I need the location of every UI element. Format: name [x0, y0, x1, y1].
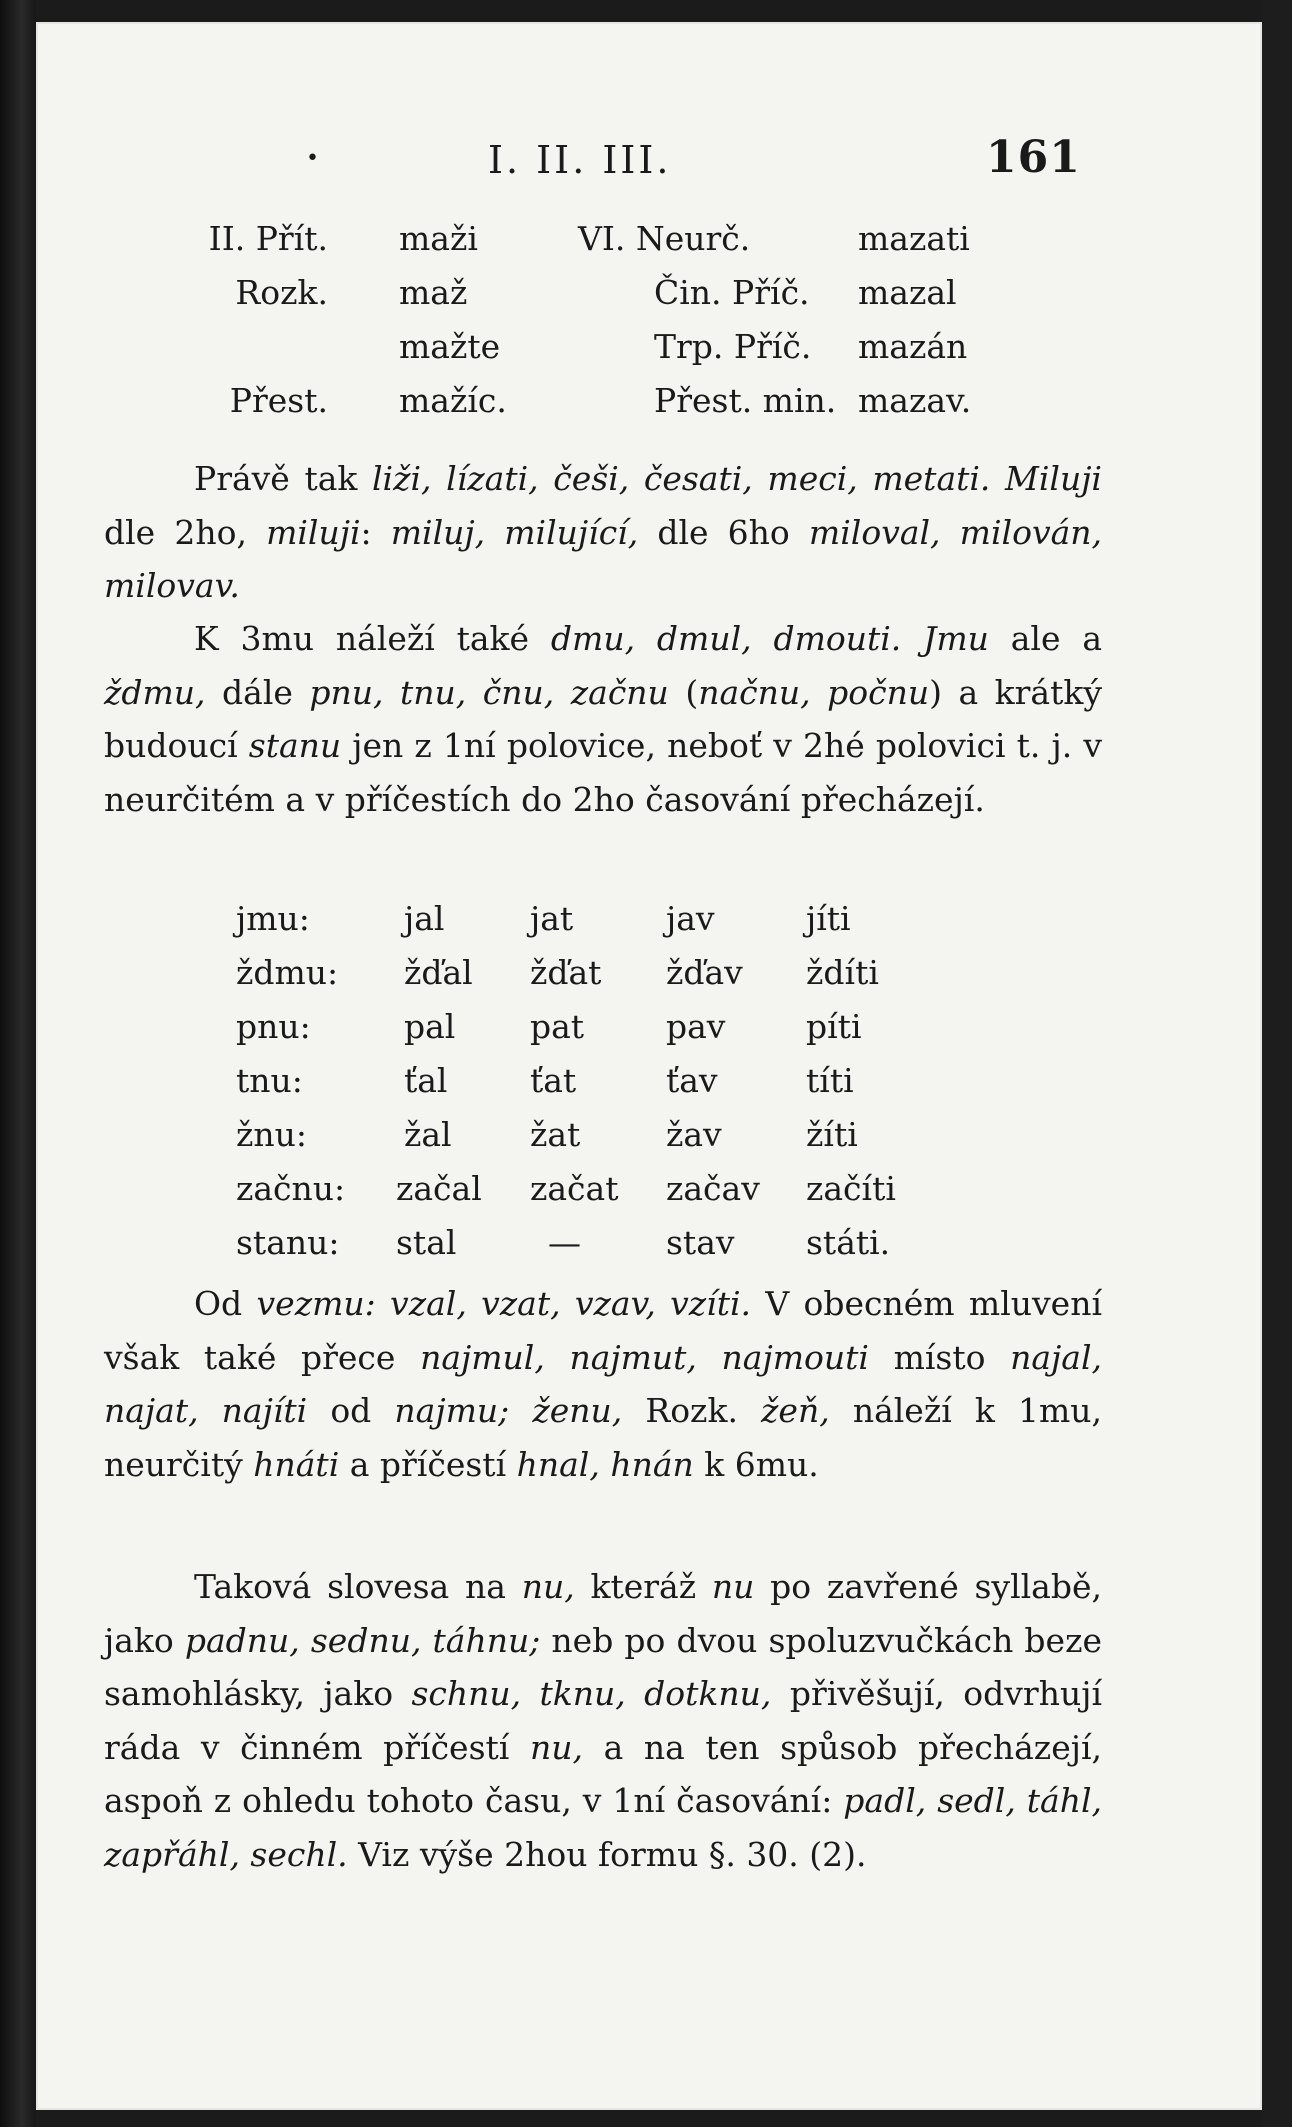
table-cell: jmu: [236, 899, 310, 938]
table-cell: začat [530, 1169, 619, 1208]
table-cell: tnu: [236, 1061, 303, 1100]
conjugation-label: Čin. Příč. [654, 273, 810, 312]
table-cell: stanu: [236, 1223, 340, 1262]
table-cell: ždmu: [236, 953, 339, 992]
italic-term: miloval, milován, milovav. [104, 512, 1103, 605]
text-run: dále [205, 672, 310, 712]
table-cell: jal [404, 899, 445, 938]
text-run: jen z 1ní polovice, neboť v 2hé polovici t. j. v neurčitém a v příčestích do 2ho časování přecházejí. [104, 726, 1102, 819]
text-run: Právě tak [194, 459, 372, 498]
table-cell: žďal [404, 953, 473, 992]
italic-term: hnal, hnán [516, 1444, 694, 1484]
italic-term: najal, najat, najíti [104, 1337, 1103, 1430]
paragraph-text [104, 612, 1102, 826]
table-row [36, 1162, 1262, 1216]
table-cell: začnu: [236, 1169, 346, 1208]
italic-term: pnu, tnu, čnu, začnu [309, 672, 669, 712]
conjugation-form: mazav. [858, 381, 972, 420]
italic-term: stanu [248, 726, 342, 765]
text-run: a příčestí [339, 1444, 517, 1484]
table-cell: pal [404, 1007, 456, 1046]
table-cell: pat [530, 1007, 585, 1046]
paragraph-k-3mu [104, 612, 1102, 826]
conjugation-right [36, 212, 1262, 428]
page-number: 161 [986, 132, 1081, 183]
book-gutter [0, 0, 36, 2127]
table-cell: žav [666, 1115, 722, 1154]
table-row [36, 946, 1262, 1000]
italic-term: vezmu: vzal, vzat, vzav, vzíti. [256, 1284, 752, 1323]
italic-term: liži, lízati, češi, česati, meci, metati. [372, 459, 991, 498]
verb-forms-table [36, 892, 1262, 1270]
text-run: po zavřené syllabě, jako [104, 1567, 1102, 1660]
table-cell: jav [666, 899, 715, 938]
conjugation-form: mazati [858, 219, 970, 258]
conjugation-row [36, 212, 1262, 266]
text-run: V obecném mluvení však také přece [104, 1284, 1103, 1377]
text-run: Od [194, 1284, 257, 1323]
header-dot: • [306, 146, 319, 171]
italic-term: Miluji [1005, 459, 1102, 498]
table-cell: ťav [666, 1061, 718, 1100]
text-run: od [307, 1391, 395, 1430]
paragraph-od-vezmu [104, 1277, 1102, 1491]
table-cell: pav [666, 1007, 726, 1046]
italic-term: schnu, tknu, dotknu, [411, 1674, 772, 1713]
text-run: kteráž [574, 1567, 712, 1606]
text-run: neb po dvou spoluzvučkách beze samohlásky, jako [104, 1620, 1102, 1713]
conjugation-label: Rozk. [235, 273, 328, 312]
table-row [36, 1108, 1262, 1162]
paragraph-text [104, 1560, 1102, 1881]
italic-term: nu, [521, 1567, 575, 1606]
text-run: : [360, 512, 391, 552]
italic-term: padl, sedl, táhl, zapřáhl, sechl. [104, 1781, 1103, 1874]
italic-term: miluji [266, 512, 361, 552]
table-cell: jat [530, 899, 574, 938]
table-cell: žďat [530, 953, 602, 992]
conjugation-form: maž [399, 273, 468, 312]
table-cell: ťat [530, 1061, 577, 1100]
table-cell: žal [404, 1115, 452, 1154]
table-row [36, 1000, 1262, 1054]
text-run: ale a [988, 619, 1102, 658]
conjugation-label: VI. Neurč. [578, 219, 751, 258]
text-run: K 3mu náleží také [194, 619, 551, 658]
text-run [990, 459, 1005, 498]
table-cell: — [548, 1223, 581, 1262]
italic-term: načnu, počnu [698, 672, 930, 712]
conjugation-row [36, 266, 1262, 320]
table-cell: státi. [806, 1223, 891, 1262]
text-run: ( [668, 672, 699, 712]
scan-border [1262, 0, 1292, 2127]
conjugation-label: Přest. [229, 381, 328, 420]
text-run: náleží k 1mu, neurčitý [104, 1391, 1102, 1484]
italic-term: ždmu, [104, 672, 206, 712]
text-run: přivěšují, odvrhují ráda v činném příčestí [104, 1674, 1103, 1767]
paragraph-prave-tak [104, 452, 1102, 613]
book-page [36, 22, 1262, 2110]
table-cell: ždíti [806, 953, 879, 992]
table-cell: žat [530, 1115, 581, 1154]
paragraph-takova-slovesa [104, 1560, 1102, 1881]
conjugation-form: mazán [858, 327, 968, 366]
text-run: a na ten spůsob přecházejí, aspoň z ohledu tohoto času, v 1ní časování: [104, 1727, 1102, 1820]
italic-term: najmu; ženu, [394, 1391, 623, 1430]
table-row [36, 892, 1262, 946]
table-cell: stal [396, 1223, 457, 1262]
running-header [36, 134, 1262, 194]
conjugation-form: maži [399, 219, 478, 258]
text-run: Taková slovesa na [194, 1567, 522, 1606]
table-cell: stav [666, 1223, 735, 1262]
table-cell: píti [806, 1007, 862, 1046]
conjugation-label: Přest. min. [654, 381, 837, 420]
italic-term: dmu, dmul, dmouti. Jmu [550, 619, 989, 658]
table-cell: žnu: [236, 1115, 308, 1154]
text-run: místo [868, 1337, 1011, 1377]
table-cell: pnu: [236, 1007, 311, 1046]
text-run: Rozk. [622, 1391, 762, 1430]
table-row [36, 1054, 1262, 1108]
paragraph-text [104, 1277, 1102, 1491]
conjugation-form: mazal [858, 273, 957, 312]
italic-term: miluj, milující, [390, 512, 639, 552]
conjugation-form: mažte [399, 327, 501, 366]
italic-term: nu [711, 1567, 755, 1606]
italic-term: nu, [529, 1727, 583, 1767]
table-cell: začav [666, 1169, 760, 1208]
conjugation-label: Trp. Příč. [654, 327, 812, 366]
table-cell: títi [806, 1061, 854, 1100]
table-cell: začal [396, 1169, 482, 1208]
italic-term: hnáti [253, 1444, 340, 1484]
italic-term: žeň, [761, 1391, 830, 1430]
text-run: dle 6ho [638, 512, 809, 552]
text-run: k 6mu. [693, 1444, 819, 1484]
header-title: I. II. III. [488, 138, 672, 182]
conjugation-row [36, 320, 1262, 374]
table-cell: žďav [666, 953, 743, 992]
table-cell: žíti [806, 1115, 858, 1154]
text-run: ) a krátký budoucí [104, 672, 1102, 765]
table-cell: ťal [404, 1061, 448, 1100]
italic-term: padnu, sednu, táhnu; [184, 1620, 541, 1660]
conjugation-row [36, 374, 1262, 428]
text-run: dle 2ho, [104, 512, 267, 552]
text-run: Viz výše 2hou formu §. 30. (2). [347, 1834, 867, 1874]
table-cell: jíti [806, 899, 851, 938]
table-row [36, 1216, 1262, 1270]
conjugation-form: mažíc. [399, 381, 507, 420]
paragraph-text [104, 452, 1102, 613]
conjugation-label: II. Přít. [208, 219, 328, 258]
table-cell: začíti [806, 1169, 896, 1208]
italic-term: najmul, najmut, najmouti [420, 1337, 869, 1377]
